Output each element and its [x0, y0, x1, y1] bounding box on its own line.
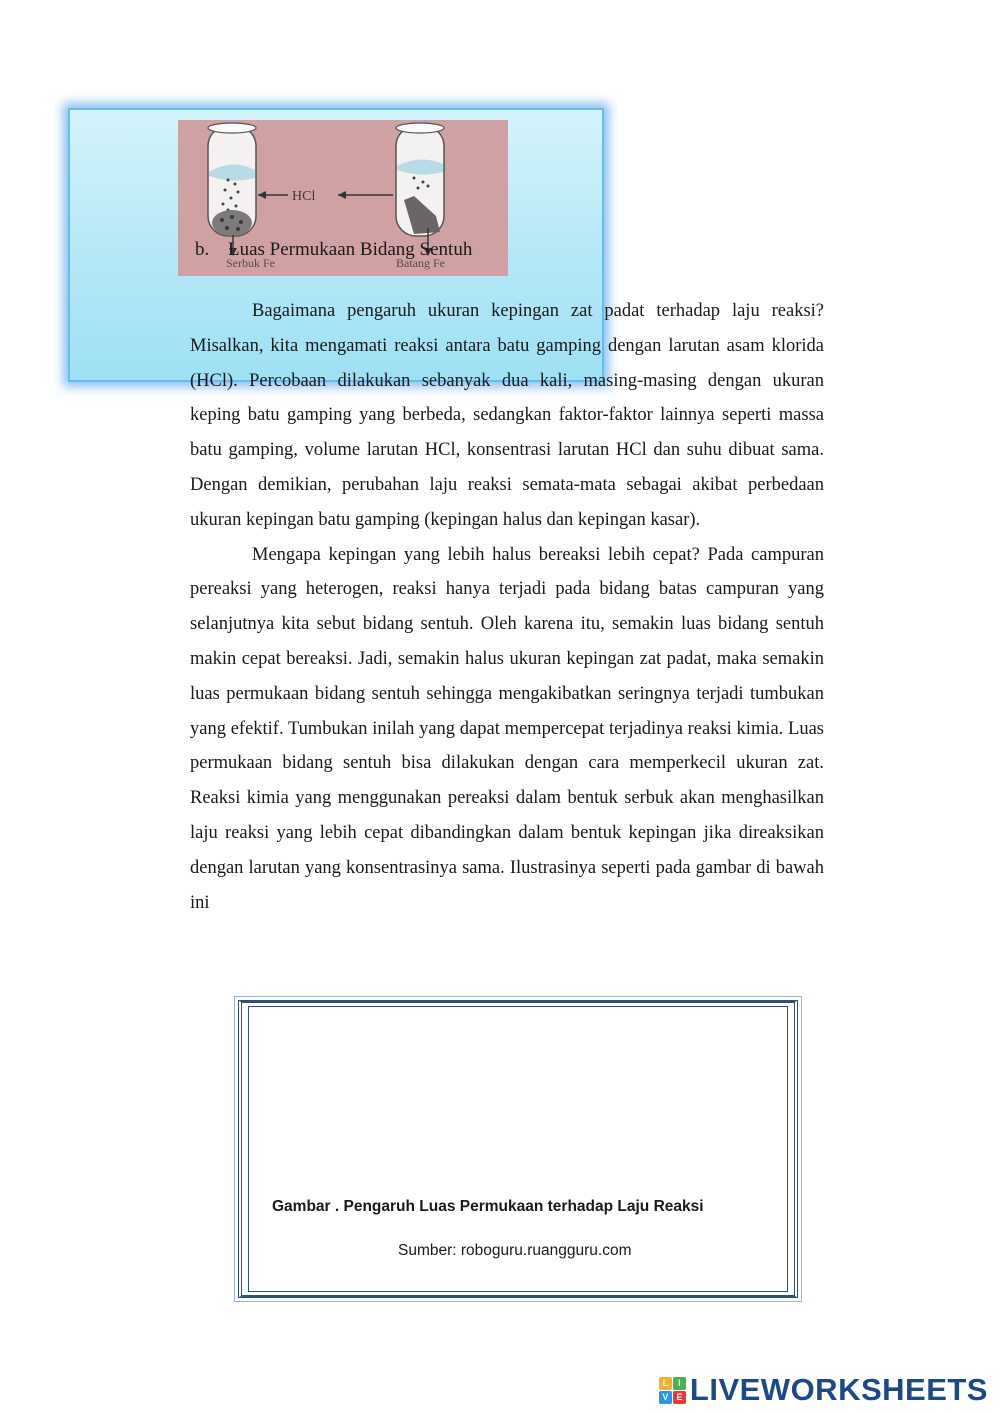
- left-tube-label: Serbuk Fe: [226, 256, 275, 270]
- logo-letter-i: I: [673, 1377, 686, 1390]
- brand-logo-icon: [659, 1377, 686, 1404]
- logo-letter-e: E: [673, 1391, 686, 1404]
- logo-letter-l: L: [659, 1377, 672, 1390]
- logo-letter-v: V: [659, 1391, 672, 1404]
- section-number: b.: [195, 239, 210, 260]
- liveworksheets-logo: [659, 1372, 988, 1408]
- body-text: [190, 294, 824, 920]
- hcl-label: HCl: [292, 189, 316, 204]
- section-heading: [195, 239, 472, 261]
- figure-source: Sumber: roboguru.ruangguru.com: [398, 1242, 632, 1259]
- brand-name: LIVEWORKSHEETS: [689, 1372, 988, 1407]
- paragraph-2: Mengapa kepingan yang lebih halus bereaksi lebih cepat? Pada campuran pereaksi yang heterogen, reaksi hanya terjadi pada bidang batas campuran yang selanjutnya kita sebut bidang sentuh. Oleh karena itu, semakin luas bidang sentuh makin cepat bereaksi. Jadi, semakin halus ukuran kepingan zat padat, maka semakin luas permukaan bidang sentuh sehingga mengakibatkan seringnya terjadi tumbukan yang efektif. Tumbukan inilah yang dapat mempercepat terjadinya reaksi kimia. Luas permukaan bidang sentuh bisa dilakukan dengan cara memperkecil ukuran zat. Reaksi kimia yang menggunakan pereaksi dalam bentuk serbuk akan menghasilkan laju reaksi yang lebih cepat dibandingkan dalam bentuk kepingan jika direaksikan dengan larutan yang konsentrasinya sama. Ilustrasinya seperti pada gambar di bawah ini: [190, 544, 824, 913]
- section-title: Luas Permukaan Bidang Sentuh: [228, 239, 473, 260]
- figure-caption: Gambar . Pengaruh Luas Permukaan terhadap Laju Reaksi: [272, 1198, 704, 1215]
- powder-pile: [212, 210, 252, 236]
- right-tube-label: Batang Fe: [396, 256, 445, 270]
- paragraph-1: Bagaimana pengaruh ukuran kepingan zat padat terhadap laju reaksi? Misalkan, kita mengamati reaksi antara batu gamping dengan larutan asam klorida (HCl). Percobaan dilakukan sebanyak dua kali, masing-masing dengan ukuran keping batu gamping yang berbeda, sedangkan faktor-faktor lainnya seperti massa batu gamping, volume larutan HCl, konsentrasi larutan HCl dan suhu dibuat sama. Dengan demikian, perubahan laju reaksi semata-mata sebagai akibat perbedaan ukuran kepingan batu gamping (kepingan halus dan kepingan kasar).: [190, 301, 824, 530]
